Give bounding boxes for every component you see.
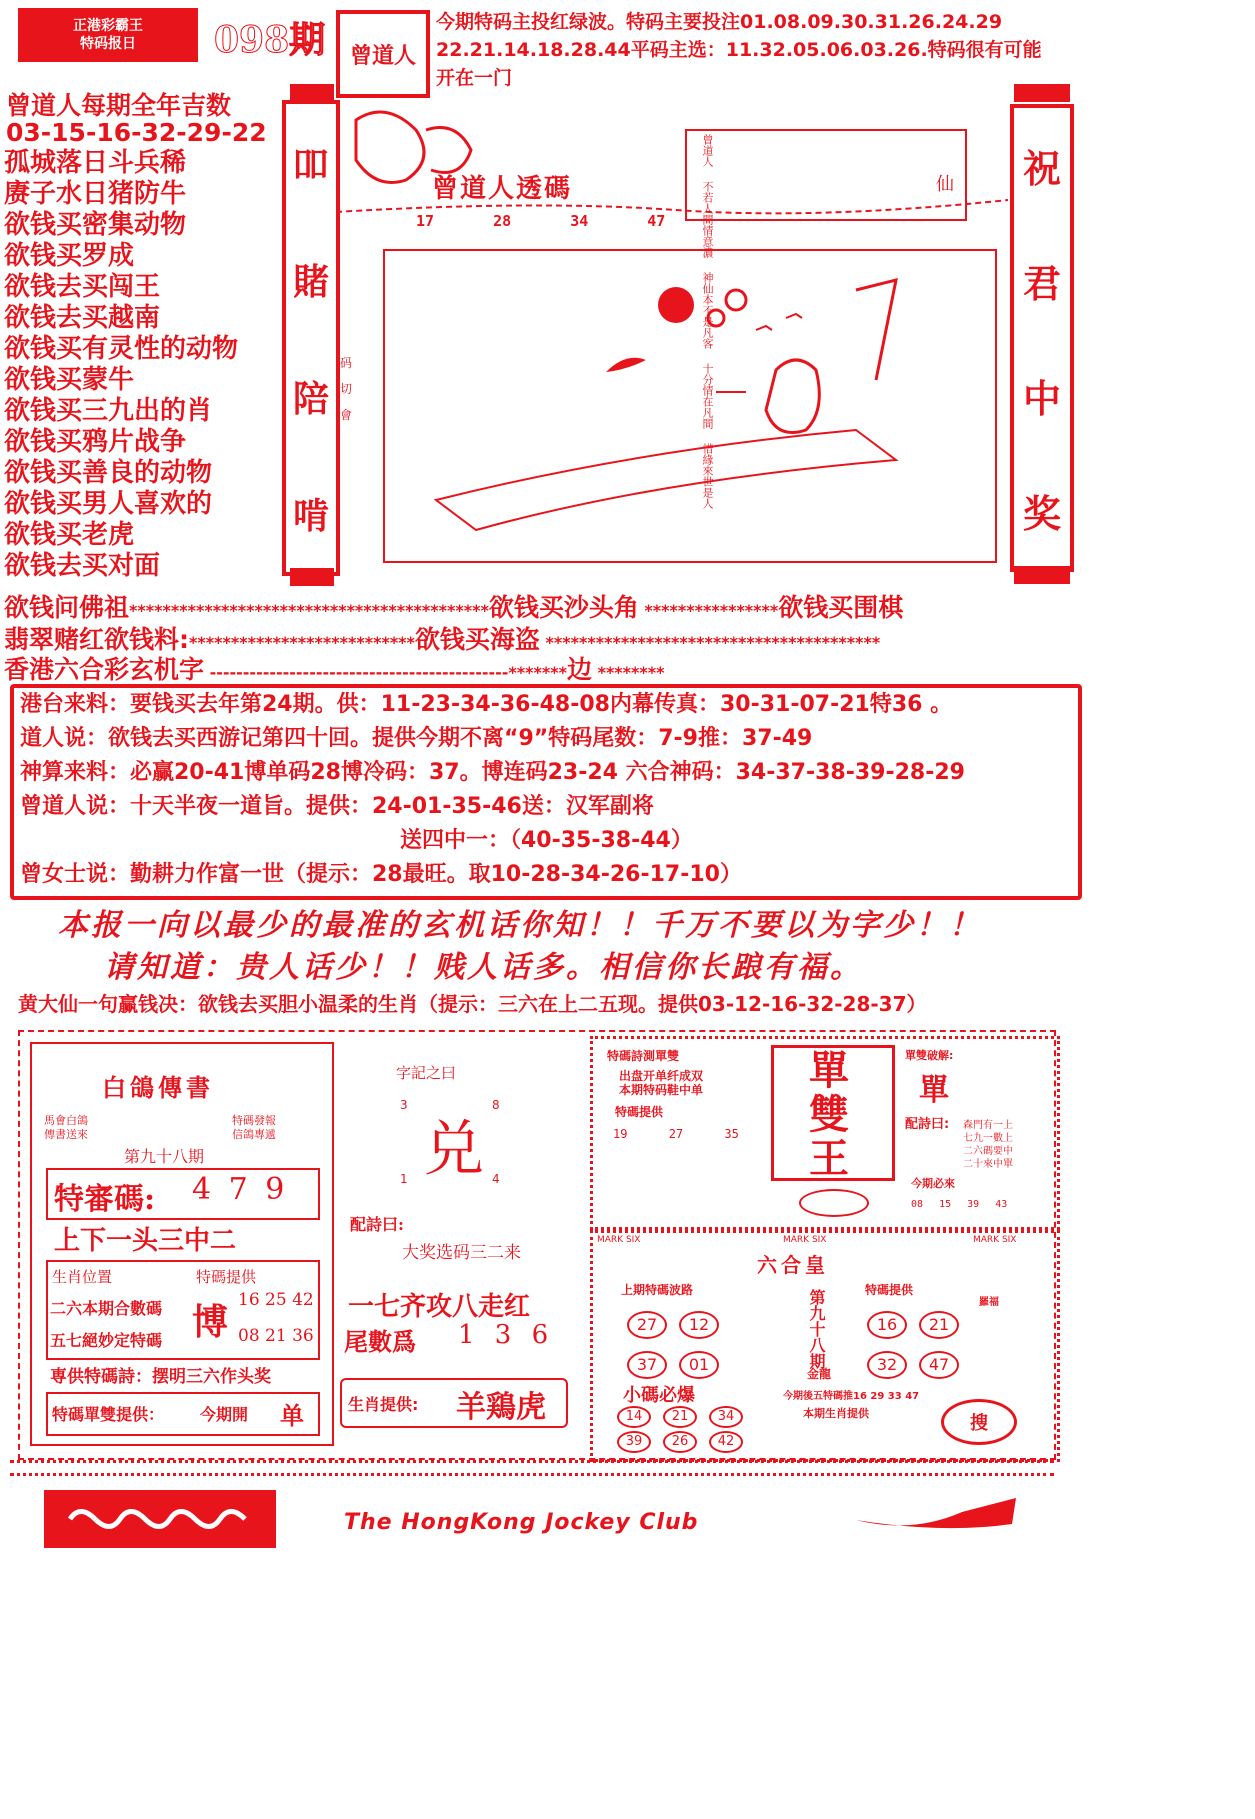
scroll-left bbox=[282, 100, 340, 576]
panel-b-poem-text: 大奖选码三二来 bbox=[402, 1243, 521, 1263]
riddle-right: 欲钱买围棋 bbox=[778, 593, 904, 622]
panel-c-r-line: 二六碼要中 bbox=[963, 1146, 1013, 1157]
panel-b-c8: 8 bbox=[492, 1098, 500, 1112]
scroll-left-char: 吅 bbox=[292, 145, 329, 186]
header-line-1: 今期特码主投红绿波。特码主要投注01.08.09.30.31.26.24.29 bbox=[436, 11, 1003, 33]
list-item: 欲钱买有灵性的动物 bbox=[4, 334, 239, 364]
panel-a-sx-line2: 五七絕妙定特碼 bbox=[50, 1331, 163, 1350]
panel-d-l-num: 12 bbox=[679, 1311, 719, 1339]
seal-text: 曾道人 bbox=[349, 42, 416, 69]
panel-a bbox=[30, 1042, 334, 1446]
panel-d-mark: MARK SIX bbox=[783, 1235, 827, 1245]
panel-d-c-tag: 金龍 bbox=[807, 1367, 832, 1381]
panel-a-sx-line1: 二六本期合數碼 bbox=[50, 1299, 163, 1318]
panel-d-zodiac-label: 本期生肖提供 bbox=[803, 1407, 869, 1420]
riddle-left: 翡翠赌红欲钱料: bbox=[4, 625, 189, 654]
picture-xian: 仙 bbox=[936, 174, 954, 195]
scroll-left-char: 賭 bbox=[292, 262, 329, 303]
panel-d-l-num: 01 bbox=[679, 1351, 719, 1379]
list-item: 欲钱去买越南 bbox=[4, 303, 161, 333]
panel-c-nums bbox=[613, 1127, 739, 1141]
panel-c-r-poem: 配詩曰: bbox=[905, 1117, 950, 1132]
panel-a-sx-label: 生肖位置 bbox=[52, 1268, 113, 1286]
panel-c-r-nums bbox=[911, 1199, 1007, 1210]
scroll-right-top bbox=[1014, 84, 1070, 102]
panel-a-bo-title: 特碼提供 bbox=[196, 1268, 257, 1286]
panel-a-bo-char: 博 bbox=[192, 1301, 229, 1343]
panel-a-small-right bbox=[232, 1114, 276, 1142]
panel-c-num: 27 bbox=[668, 1127, 684, 1141]
panel-a-bo-nums2: 08 21 36 bbox=[238, 1326, 314, 1346]
panel-d-l-nums bbox=[621, 1305, 751, 1385]
poem-line: 神仙本不是凡客 bbox=[701, 272, 714, 349]
panel-a-tema-nums: 4 7 9 bbox=[192, 1172, 289, 1207]
panel-c-num: 35 bbox=[724, 1127, 739, 1141]
panel-c-r-line: 二十來中單 bbox=[963, 1159, 1013, 1170]
panel-c-big-title bbox=[789, 1049, 869, 1181]
panel-c-r-num: 15 bbox=[939, 1199, 952, 1210]
poem-line: 不若人間情意濃 bbox=[701, 181, 714, 258]
info-line: 神算来料：必赢20-41博单码28博冷码：37。博连码23-24 六合神码：34-37-38-39-28-29 bbox=[20, 760, 965, 785]
panel-d-l-label: 上期特碼波路 bbox=[621, 1283, 694, 1297]
deco-border-bottom bbox=[10, 1460, 1054, 1476]
info-line: 港台来料：要钱买去年第24期。供：11-23-34-36-48-08内幕传真：30-31-07-21特36 。 bbox=[20, 692, 953, 717]
riddle-line-2: 翡翠赌红欲钱料:***************************欲钱买海盗 **************************************** bbox=[4, 625, 881, 654]
riddle-left: 香港六合彩玄机字 bbox=[4, 655, 205, 684]
panel-c bbox=[590, 1036, 1060, 1230]
list-item: 欲钱买鸦片战争 bbox=[4, 427, 187, 457]
list-item: 孤城落日斗兵稀 bbox=[4, 148, 187, 178]
panel-b-poem-label: 配詩曰: bbox=[350, 1215, 404, 1234]
panel-d-small-num: 14 bbox=[617, 1406, 651, 1428]
list-item: 欲钱买老虎 bbox=[4, 520, 135, 550]
left-list bbox=[4, 148, 238, 582]
cloud-pattern-icon bbox=[60, 1499, 260, 1539]
slogan-1: 本报一向以最少的最准的玄机话你知！！千万不要以为字少！！ bbox=[58, 908, 982, 943]
picture-poem bbox=[700, 134, 714, 509]
panel-d-oval bbox=[941, 1399, 1017, 1445]
panel-b-c4: 4 bbox=[492, 1172, 500, 1186]
list-item: 欲钱买密集动物 bbox=[4, 210, 187, 240]
left-list-title: 曾道人每期全年吉数 bbox=[6, 91, 232, 120]
big-title-char: 雙 bbox=[809, 1091, 849, 1138]
info-line: 道人说：欲钱去买西游记第四十回。提供今期不离“9”特码尾数：7-9推：37-49 bbox=[20, 726, 813, 751]
panel-d-r-nums bbox=[861, 1305, 981, 1385]
panel-b-big-line: 一七齐攻八走红 bbox=[348, 1292, 531, 1322]
footer-logo bbox=[44, 1490, 276, 1548]
small-text: 傳書送來 bbox=[44, 1128, 88, 1141]
side-label: 會 bbox=[340, 408, 353, 422]
panel-c-r-lines bbox=[963, 1119, 1013, 1171]
panel-a-dan-result: 单 bbox=[280, 1401, 304, 1430]
seal bbox=[336, 10, 430, 98]
panel-b bbox=[340, 1042, 576, 1442]
panel-d-title: 六合皇 bbox=[757, 1253, 829, 1277]
panel-c-r-num: 43 bbox=[995, 1199, 1008, 1210]
info-box-text bbox=[20, 688, 965, 892]
footer-club: The HongKong Jockey Club bbox=[344, 1510, 699, 1535]
panel-d-small-num: 39 bbox=[617, 1431, 651, 1453]
panel-b-tail-nums: 1 3 6 bbox=[458, 1320, 555, 1350]
info-line: 曾道人说：十天半夜一道旨。提供：24-01-35-46送：汉军副将 bbox=[20, 794, 654, 819]
panel-c-flower bbox=[799, 1189, 869, 1217]
riddle-mid: 欲钱买海盗 bbox=[414, 625, 540, 654]
panel-d-c-label: 第九十八期 bbox=[807, 1289, 826, 1369]
panel-d-small-nums bbox=[611, 1403, 781, 1453]
panel-b-sx-label: 生肖提供: bbox=[348, 1395, 419, 1414]
list-item: 欲钱买罗成 bbox=[4, 241, 135, 271]
panel-d-mark: MARK SIX bbox=[597, 1235, 641, 1245]
scroll-right-char: 祝 bbox=[1022, 147, 1061, 191]
slogan-2: 请知道：贵人话少！！贱人话多。相信你长踉有福。 bbox=[104, 950, 863, 985]
scroll-right-char: 奖 bbox=[1022, 492, 1061, 536]
riddle-line-1: 欲钱问佛祖*******************************************欲钱买沙头角 ****************欲钱买围棋 bbox=[4, 593, 904, 622]
panel-c-r-char: 單 bbox=[919, 1073, 949, 1108]
panel-d-r-num: 16 bbox=[867, 1311, 907, 1339]
panel-c-r-line: 七九一數上 bbox=[963, 1133, 1013, 1144]
riddle-mid: 边 bbox=[566, 655, 592, 684]
list-item: 欲钱买男人喜欢的 bbox=[4, 489, 213, 519]
poem-line: 惜緣來世是人 bbox=[701, 443, 714, 509]
picture-num: 47 bbox=[647, 212, 666, 230]
panel-d bbox=[590, 1230, 1060, 1462]
scroll-right-char: 君 bbox=[1022, 262, 1061, 306]
panel-a-dan-value: 今期開 bbox=[200, 1405, 249, 1424]
panel-d-oval-text: 搜 bbox=[970, 1413, 988, 1434]
panel-c-num: 19 bbox=[613, 1127, 628, 1141]
poem-line: 十分情在凡間 bbox=[701, 363, 714, 429]
picture-num: 28 bbox=[493, 212, 512, 230]
list-item: 赓子水日猪防牛 bbox=[4, 179, 187, 209]
list-item: 欲钱买善良的动物 bbox=[4, 458, 213, 488]
panel-d-l-num: 27 bbox=[627, 1311, 667, 1339]
jockey-emblem-icon bbox=[852, 1494, 1020, 1534]
panel-a-title: 白鴿傳書 bbox=[102, 1073, 214, 1102]
panel-a-poem-line: 専供特碼詩：摆明三六作头奖 bbox=[50, 1367, 271, 1387]
poem-line: 曾道人 bbox=[701, 134, 714, 167]
panel-a-line-up: 上下一头三中二 bbox=[54, 1226, 237, 1256]
panel-c-r-num: 08 bbox=[911, 1199, 924, 1210]
panel-c-r-line: 森門有一上 bbox=[963, 1120, 1013, 1131]
picture-side-labels bbox=[340, 350, 352, 428]
panel-d-extra-line: 今期後五特碼推16 29 33 47 bbox=[783, 1391, 920, 1402]
info-line: 曾女士说：勤耕力作富一世（提示：28最旺。取10-28-34-26-17-10） bbox=[20, 862, 742, 887]
picture-title: 曾道人透碼 bbox=[432, 174, 573, 204]
panel-c-header: 特碼詩測單雙 bbox=[607, 1049, 680, 1063]
panel-d-r-num: 32 bbox=[867, 1351, 907, 1379]
huang-line: 黄大仙一句赢钱决：欲钱去买胆小温柔的生肖（提示：三六在上二五现。提供03-12-16-32-28-37） bbox=[18, 992, 927, 1016]
info-line: 送四中一：（40-35-38-44） bbox=[400, 828, 693, 853]
panel-d-l-num: 37 bbox=[627, 1351, 667, 1379]
header-line-2: 22.21.14.18.28.44平码主选：11.32.05.06.03.26.特码很有可能 bbox=[436, 39, 1042, 61]
picture-panel bbox=[336, 100, 1008, 568]
picture-num: 34 bbox=[570, 212, 589, 230]
panel-d-small-num: 26 bbox=[663, 1431, 697, 1453]
panel-d-r-num: 47 bbox=[919, 1351, 959, 1379]
list-item: 欲钱买蒙牛 bbox=[4, 365, 135, 395]
riddle-mid: 欲钱买沙头角 bbox=[488, 593, 639, 622]
issue-number: 098期 bbox=[214, 19, 326, 61]
picture-nums bbox=[416, 212, 665, 230]
panel-b-sx-value: 羊鶏虎 bbox=[456, 1390, 546, 1425]
panel-a-tema-label: 特審碼: bbox=[54, 1182, 156, 1217]
scroll-right bbox=[1010, 104, 1074, 572]
header-line-3: 开在一门 bbox=[436, 67, 513, 89]
logo-text-1: 正港彩霸王 bbox=[73, 18, 143, 34]
scroll-left-bottom bbox=[290, 568, 334, 586]
panel-d-r-side: 羅福 bbox=[979, 1297, 999, 1308]
scroll-left-char: 陪 bbox=[292, 379, 329, 420]
riddle-left: 欲钱问佛祖 bbox=[4, 593, 130, 622]
logo-badge bbox=[18, 8, 198, 62]
panel-b-title: 字記之曰 bbox=[396, 1064, 457, 1082]
scroll-left-char: 啃 bbox=[292, 496, 329, 537]
panel-d-small-num: 42 bbox=[709, 1431, 743, 1453]
list-item: 欲钱去买对面 bbox=[4, 551, 161, 581]
list-item: 欲钱买三九出的肖 bbox=[4, 396, 213, 426]
big-title-char: 單 bbox=[809, 1047, 849, 1094]
panel-d-r-label: 特碼提供 bbox=[865, 1283, 914, 1297]
panel-d-mark: MARK SIX bbox=[973, 1235, 1017, 1245]
scroll-right-bottom bbox=[1014, 566, 1070, 584]
panel-d-r-num: 21 bbox=[919, 1311, 959, 1339]
panel-c-r-label: 單雙破解: bbox=[905, 1049, 954, 1062]
panel-d-small-num: 34 bbox=[709, 1406, 743, 1428]
panel-d-small-num: 21 bbox=[663, 1406, 697, 1428]
panel-b-big-char: 兑 bbox=[424, 1115, 484, 1185]
scroll-right-char: 中 bbox=[1022, 377, 1061, 421]
panel-c-tg-label: 特碼提供 bbox=[615, 1105, 664, 1119]
picture-num: 17 bbox=[416, 212, 435, 230]
panel-c-r-note: 今期必來 bbox=[911, 1177, 955, 1190]
header-text bbox=[436, 8, 1251, 92]
panel-c-line: 出盘开单纤成双 bbox=[619, 1069, 704, 1083]
panel-a-bo-nums1: 16 25 42 bbox=[238, 1290, 314, 1310]
big-title-char: 王 bbox=[809, 1135, 849, 1182]
riddle-line-3: 香港六合彩玄机字 ---------------------------------------------*******边 ******** bbox=[4, 655, 665, 684]
small-text: 特碼發報 bbox=[232, 1114, 276, 1127]
panel-a-issue: 第九十八期 bbox=[124, 1147, 205, 1166]
left-list-numbers: 03-15-16-32-29-22 bbox=[6, 118, 267, 147]
panel-d-small-label: 小碼必爆 bbox=[623, 1385, 695, 1406]
panel-c-line: 本期特码鞋中单 bbox=[619, 1083, 704, 1097]
panel-a-dan-label: 特碼單雙提供： bbox=[52, 1405, 165, 1424]
list-item: 欲钱去买闯王 bbox=[4, 272, 161, 302]
panel-b-tail-label: 尾數爲 bbox=[344, 1327, 416, 1356]
panel-b-c3: 3 bbox=[400, 1098, 408, 1112]
small-text: 信鴿專遞 bbox=[232, 1128, 276, 1141]
panel-a-small-left bbox=[44, 1114, 88, 1142]
panel-b-c1: 1 bbox=[400, 1172, 408, 1186]
footer-emblem bbox=[852, 1494, 1020, 1534]
side-label: 码 bbox=[340, 356, 353, 370]
small-text: 馬會白鴿 bbox=[44, 1114, 88, 1127]
side-label: 切 bbox=[340, 382, 353, 396]
panel-c-r-num: 39 bbox=[967, 1199, 980, 1210]
logo-text-2: 特码报日 bbox=[80, 36, 136, 52]
